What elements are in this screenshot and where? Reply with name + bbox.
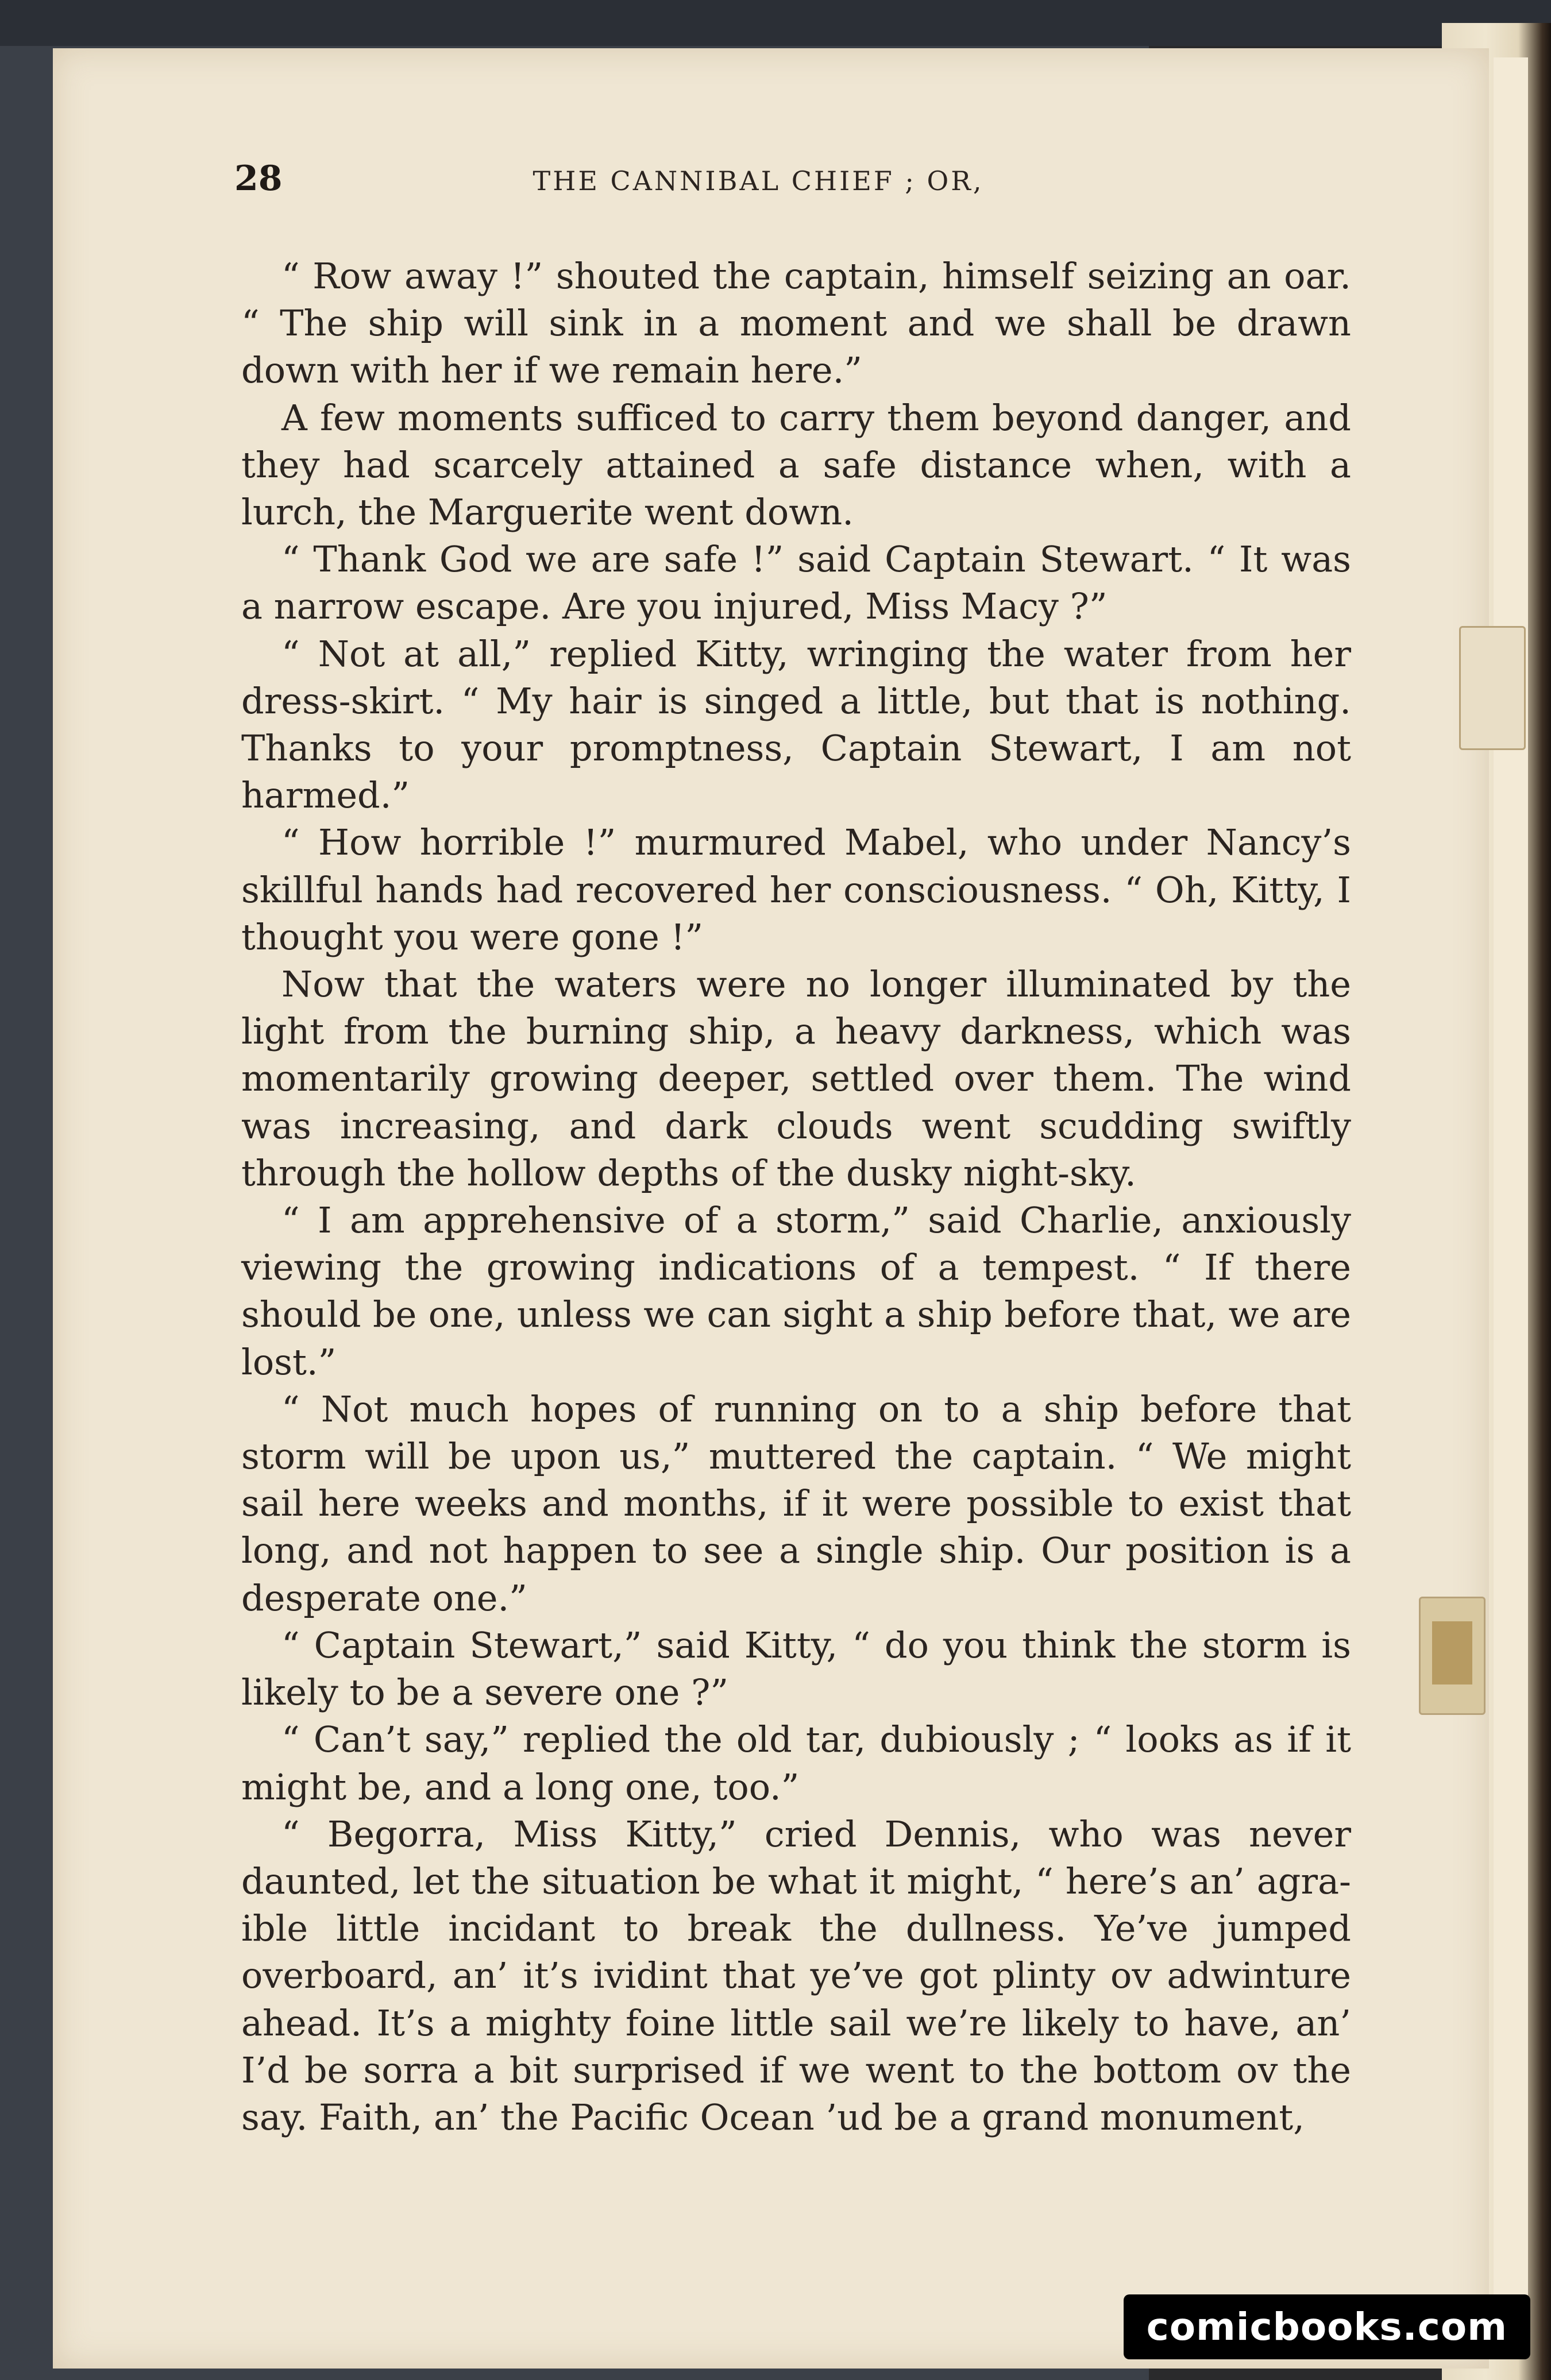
page-number: 28 [234, 159, 283, 199]
paragraph: “ Captain Stewart,” said Kitty, “ do you think the storm is likely to be a severe one ?” [241, 1624, 1351, 1714]
page-tab-upper [1459, 626, 1526, 750]
paragraph: “ Not at all,” replied Kitty, wringing the water from her dress-skirt. “ My hair is singed a little, but that is nothing. Thanks to your promptness, Captain Stewart, I am not harmed.” [241, 632, 1351, 817]
paragraph: “ Can’t say,” replied the old tar, dubiously ; “ looks as if it might be, and a long one, too.” [241, 1718, 1351, 1808]
paragraph: “ Begorra, Miss Kitty,” cried Dennis, who was never daunted, let the situation be what it might, “ here’s an’ agra-ible little incidant to break the dullness. Ye’ve jumped overboard, an’ it’s ividint that ye’ve got plinty ov adwinture ahead. It’s a mighty foine little sail we’re likely to have, an’ I’d be sorra a bit surprised if we went to the bottom ov the say. Faith, an’ the Pacific Ocean ’ud be a grand monument, [241, 1813, 1351, 2138]
paragraph: “ I am apprehensive of a storm,” said Charlie, anxiously viewing the growing indications of a tempest. “ If there should be one, unless we can sight a ship before that, we are lost.” [241, 1199, 1351, 1383]
page-tab-lower [1419, 1597, 1486, 1715]
running-head: THE CANNIBAL CHIEF ; OR, [533, 165, 984, 196]
book-edge-pages [1494, 57, 1528, 2297]
paragraph: “ Row away !” shouted the captain, himself seizing an oar. “ The ship will sink in a moment and we shall be drawn down with her if we remain here.” [241, 255, 1351, 392]
body-text [241, 253, 1351, 2141]
paragraph: “ Thank God we are safe !” said Captain Stewart. “ It was a narrow escape. Are you injured, Miss Macy ?” [241, 538, 1351, 628]
paragraph: A few moments sufficed to carry them beyond danger, and they had scarcely attained a safe distance when, with a lurch, the Marguerite went down. [241, 396, 1351, 534]
paragraph: “ How horrible !” murmured Mabel, who under Nancy’s skillful hands had recovered her consciousness. “ Oh, Kitty, I thought you were gone !” [241, 821, 1351, 958]
site-watermark: comicbooks.com [1124, 2294, 1530, 2359]
paragraph: Now that the waters were no longer illuminated by the light from the burning ship, a heavy darkness, which was momentarily growing deeper, settled over them. The wind was increasing, and dark clouds went scudding swiftly through the hollow depths of the dusky night-sky. [241, 963, 1351, 1194]
paragraph: “ Not much hopes of running on to a ship before that storm will be upon us,” muttered the captain. “ We might sail here weeks and months, if it were possible to exist that long, and not happen to see a single ship. Our position is a desperate one.” [241, 1388, 1351, 1619]
scanner-backdrop-top [0, 0, 1551, 46]
